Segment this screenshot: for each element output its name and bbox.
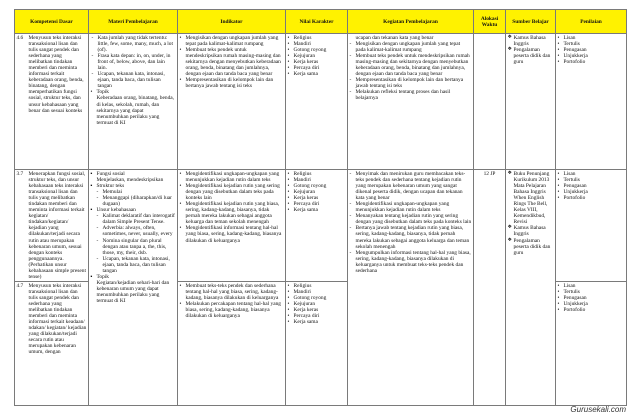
list-item: - Nomina singular dan plural dengan atau tanpa a, the, this, those, my, their, dsb. [97,238,176,256]
list-item: Menjelaskan, mendeskripsikan [96,177,164,184]
list-item: ❖ Pengalaman peserta didik dan guru [508,238,554,256]
sumber-cell [506,34,556,170]
kegiatan-cell [348,170,474,406]
kegiatan-cell [348,34,474,170]
list-item: • Percaya diri [288,313,346,319]
list-item: - Kata jumlah yang tidak tertentu: little, few, some, many, much, a lot (of). [92,35,176,53]
nilai-cell [286,281,348,405]
list-item: • Portofolio [558,59,625,65]
watermark: Gurusekali.com [570,405,626,414]
list-item: - Mengisikan dengan ungkapan jumlah yang tepat pada kalimat-kalimat rumpang [350,41,472,53]
syllabus-page [14,9,626,406]
list-item: • Religius [288,283,346,289]
kd-number: 3.7 [16,171,24,177]
list-item: • Tertulis [558,177,625,183]
indikator-cell [178,281,286,405]
list-item: - Ucapan, tekanan kata, intonasi, ejaan, tanda baca, dan tulisan tangan [97,256,176,274]
list-item: • Membuat teks pendek untuk mendeskripsikan rumah masing-masing dan sekitarnya dengan menyebutkan keberadaan orang, benda, binatang dan jumlahnya, dengan ejaan dan tanda baca yang benar [180,47,284,77]
header-kompetensi-dasar: Kompetensi Dasar [15,10,89,34]
list-item: • Religius [288,171,346,177]
list-item: ▪ Fungsi sosial [91,171,176,177]
header-kegiatan: Kegiatan Pembelajaran [348,10,474,34]
list-item: • Gotong royong [288,183,346,189]
kd-number: 4.7 [16,282,24,289]
list-item: • Mengidentifikasi informasi tentang hal-hal yang biasa, sering, kadang-kadang, biasanya dilakukan di keluarganya [180,225,284,243]
table-header-row [15,10,627,34]
list-item: • Kerja sama [288,71,346,77]
indikator-cell [178,34,286,170]
list-item: - Mempresentasikan di kelompok lain dan bertanya jawab tentang isi teks [350,77,472,89]
unsur-label: ▪ Unsur kebahasaan [91,207,176,213]
list-item: - Memulai [97,189,176,195]
list-item: • Kejujuran [288,301,346,307]
list-item: • Portofolio [558,195,625,201]
table-row [15,170,627,282]
topik-text: Kegiatan/kejadian sehari-hari dan kebenaran umum yang dapat menumbuhkan perilaku yang termuat di KI [96,279,170,304]
header-materi: Materi Pembelajaran [89,10,178,34]
list-item: ❖ Kamus Bahasa Inggris [508,225,554,237]
list-item: • Kerja keras [288,59,346,65]
list-item: • Kejujuran [288,53,346,59]
topik-label: ▪ Topik [91,274,176,280]
penilaian-cell [556,170,627,282]
list-item: • Mengidentifikasi kejadian rutin yang sering dengan yang disebutkan dalam teks pada konteks lain [180,183,284,201]
list-item: • Percaya diri [288,201,346,207]
kd-cell [15,34,89,170]
list-item: • Percaya diri [288,65,346,71]
list-item: ❖ Pengalaman peserta didik dan guru [508,47,554,65]
syllabus-table [14,9,627,406]
list-item: • Mengidentifikasi kejadian rutin yang biasa, sering, kadang-kadang, biasanya, tidak pernah mereka lakukan sebagai anggota keluarga dan teman sekolah menengah [180,201,284,225]
list-item: • Penugasan [558,47,625,53]
alokasi-cell [474,34,506,170]
list-item: • Lisan [558,283,625,289]
list-item: ucapan dan tekanan kata yang benar [355,35,434,41]
list-item: • Tertulis [558,289,625,295]
list-item: ❖ Buku Penunjang Kurikulum 2013 Mata Pelajaran Bahasa Inggris When English Rings The Bell, Kelas VIII, Kemendikbud, Revisi [508,171,554,225]
list-item: - Melakukan refleksi tentang proses dan hasil belajarnya [350,89,472,101]
kd-cell [15,281,89,405]
penilaian-cell [556,34,627,170]
kd-cell [15,170,89,282]
list-item: • Kerja sama [288,207,346,213]
materi-cell [89,34,178,170]
materi-cell [89,170,178,406]
list-item: • Unjukkerja [558,53,625,59]
list-item: - Mengidentifikasi ungkapan-ungkapan yang menunjukkan kejadian rutin dalam teks [350,201,472,213]
list-item: • Kerja sama [288,319,346,325]
topik-label: • Topik [91,89,176,95]
header-alokasi: Alokasi Waktu [474,10,506,34]
list-item: • Mandiri [288,177,346,183]
list-item: • Mengisikan dengan ungkapan jumlah yang tepat pada kalimat-kalimat rumpang [180,35,284,47]
list-item: - Adverbia: always, often, sometimes, never, usually, every [97,225,176,237]
list-item: - Kalimat deklaratif dan interogatif dalam Simple Present Tense. [97,213,176,225]
list-item: • Portofolio [558,307,625,313]
struktur-label: ▪ Struktur teks [91,183,176,189]
list-item: - Menanyakan tentang kejadian rutin yang sering dengan yang disebutkan dalam teks pada konteks lain [350,213,472,225]
header-penilaian: Penilaian [556,10,627,34]
penilaian-cell [556,281,627,405]
list-item: - Menyimak dan menirukan guru membacakan teks-teks pendek dan sederhana tentang kejadian rutin yang merupakan kebenaran umum yang sangat dikenal peserta didik, dengan ucapan dan tekanan kata yang benar [350,171,472,201]
kd-number: 4.6 [16,35,24,41]
list-item: • Mengidentifikasi ungkapan-ungkapan yang menunjukkan kejadian rutin dalam teks [180,171,284,183]
list-item: - Ucapan, tekanan kata, intonasi, ejaan, tanda baca, dan tulisan tangan [92,71,176,89]
list-item: • Tertulis [558,41,625,47]
list-item: • Unjukkerja [558,301,625,307]
alokasi-cell: 12 JP [474,170,506,406]
list-item: • Gotong royong [288,295,346,301]
list-item: - Menanggapi (diharapkan/di luar dugaan) [97,195,176,207]
kd-text: Menyusun teks interaksi transaksional lisan dan tulis sangat pendek dan sederhana yang melibatkan tindakan memberi dan meminta informasi terkait keadaan/ ndakan/ kegiatan/ kejadian yang dilakukan/terjadi secara rutin atau merupakan kebenaran umum, dengan [28,282,87,356]
kd-text: Menerapkan fungsi sosial, struktur teks, dan unsur kebahasaan teks interaksi transaksional lisan dan tulis yang melibatkan tindakan memberi dan meminta informasi terkait kegiatan/ tindakan/kegiatan/ kejadian yang dilakukan/terjadi secara rutin atau merupakan kebenaran umum, sesuai dengan konteks penggunaannya. (Perhatikan unsur kebahasaan simple present tense) [28,171,86,280]
list-item: • Religius [288,35,346,41]
header-nilai-karakter: Nilai Karakter [286,10,348,34]
nilai-cell [286,170,348,282]
nilai-cell [286,34,348,170]
indikator-cell [178,170,286,282]
list-item: • Penugasan [558,183,625,189]
list-item: • Mempresentasikan di kelompok lain dan bertanya jawab tentang isi teks [180,77,284,89]
list-item: • Kerja keras [288,195,346,201]
list-item: • Unjukkerja [558,189,625,195]
list-item: - Mengumpulkan informasi tentang hal-hal yang biasa, sering, kadang-kadang, biasanya dilakukan di keluarganya untuk membuat teks-teks pendek dan sederhana [350,250,472,274]
list-item: - Frasa kata depan: in, on, under, in front of, below, above, dan lain lain. [92,53,176,71]
list-item: • Lisan [558,171,625,177]
list-item: • Gotong royong [288,47,346,53]
list-item: • Mandiri [288,41,346,47]
list-item: • Kejujuran [288,189,346,195]
list-item: • Melakukan percakapan tentang hal-hal yang biasa, sering, kadang-kadang, biasanya dilakukan di keluarganya [180,301,284,319]
list-item: • Kerja keras [288,307,346,313]
list-item: - Bertanya jawab tentang kejadian rutin yang biasa, sering, kadang-kadang, biasanya, tidak pernah mereka lakukan sebagai anggota keluarga dan teman sekolah menengah [350,225,472,249]
sumber-cell [506,170,556,406]
list-item: - Membuat teks pendek untuk mendeskripsikan rumah masing-masing dan sekitarnya dengan menyebutkan keberadaan orang, benda, binatang dan jumlahnya, dengan ejaan dan tanda baca yang benar [350,53,472,77]
header-sumber: Sumber Belajar [506,10,556,34]
kd-text: Menyusun teks interaksi transaksional lisan dan tulis sangat pendek dan sederhana yang melibatkan tindakan memberi dan meminta informasi terkait keberadaan orang, benda, binatang, dengan memperhatikan fungsi sosial, struktur teks, dan unsur kebahasaan yang benar dan sesuai konteks [28,35,84,114]
list-item: • Penugasan [558,295,625,301]
table-row [15,34,627,170]
list-item: • Lisan [558,35,625,41]
list-item: • Mandiri [288,289,346,295]
topik-text: Keberadaan orang, binatang, benda, di kelas, sekolah, rumah, dan sekitarnya yang dapat menumbuhkan perilaku yang termuat di KI [96,95,175,126]
list-item: ❖ Kamus Bahasa Inggris [508,35,554,47]
list-item: • Membuat teks-teks pendek dan sederhana tentang hal-hal yang biasa, sering, kadang-kadang, biasanya dilakukan di keluarganya [180,283,284,301]
header-indikator: Indikator [178,10,286,34]
